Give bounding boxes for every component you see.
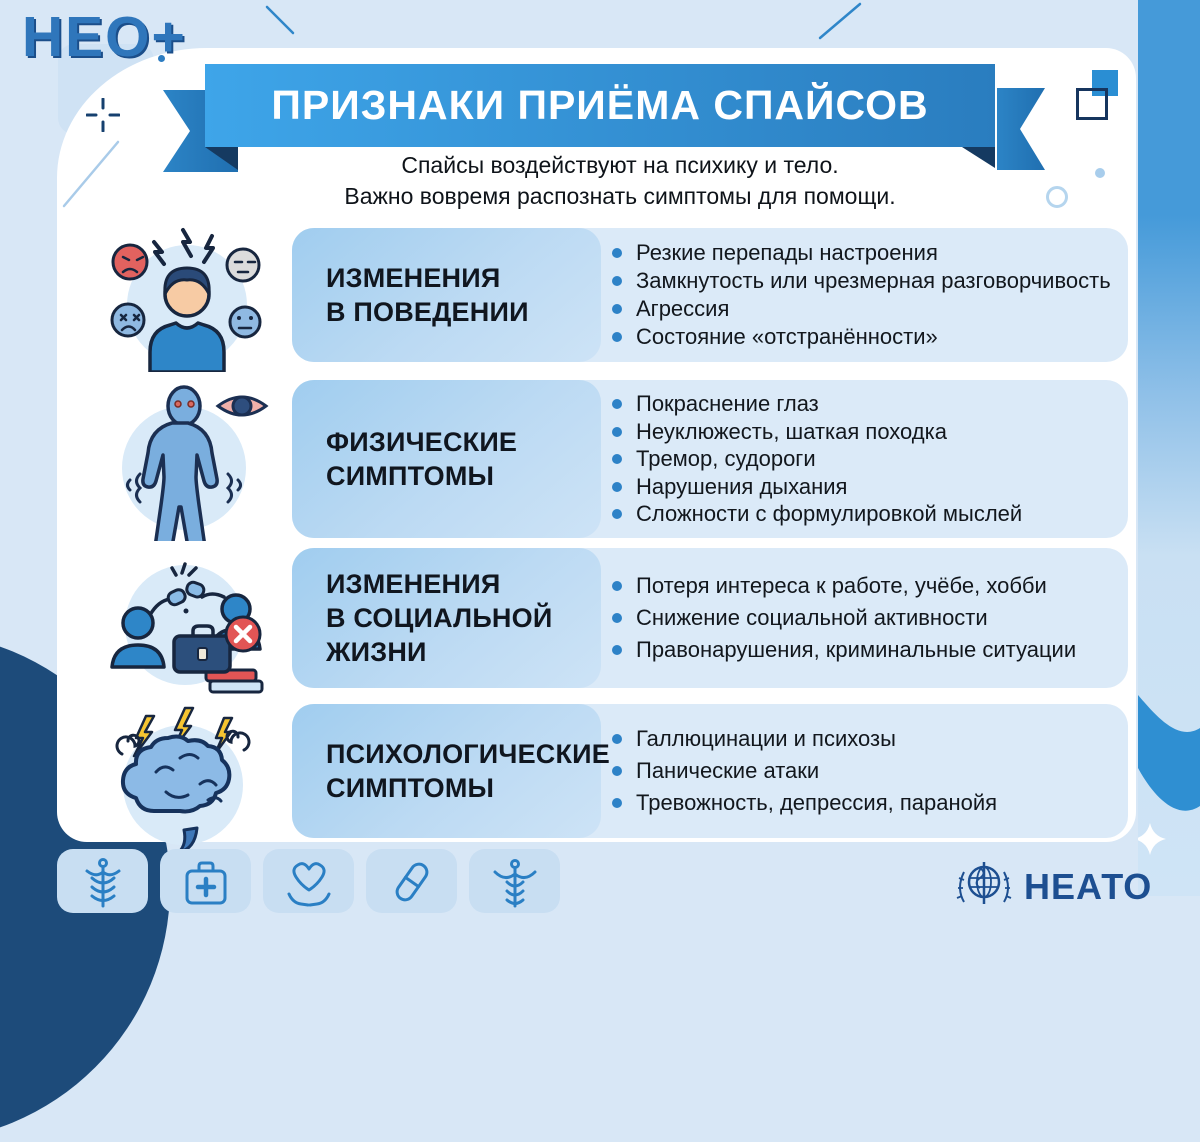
heading-line: В ПОВЕДЕНИИ (326, 297, 529, 327)
winged-caduceus-icon (491, 856, 539, 908)
band-swath-decoration (1138, 0, 1200, 896)
first-aid-kit-icon (182, 856, 230, 908)
poster-title: ПРИЗНАКИ ПРИЁМА СПАЙСОВ (271, 82, 929, 128)
broken-social-ties-icon (90, 545, 285, 700)
bullet-item: Неуклюжесть, шаткая походка (610, 418, 1120, 446)
footer-tile-5 (469, 849, 560, 913)
body-red-eyes-icon (92, 376, 282, 541)
caduceus-icon (79, 856, 127, 908)
subtitle-line-1: Спайсы воздействуют на психику и тело. (401, 152, 839, 178)
square-outline-decoration (1076, 88, 1108, 120)
heading-line: СИМПТОМЫ (326, 461, 495, 491)
bullet-item: Агрессия (610, 295, 1120, 323)
corner-line-decoration (60, 138, 130, 213)
section-psych-bullets (610, 704, 1120, 838)
bullet-item: Правонарушения, криминальные ситуации (610, 634, 1120, 666)
crosshair-icon (86, 98, 120, 132)
right-decor-band (1138, 0, 1200, 896)
bullet-item: Снижение социальной активности (610, 602, 1120, 634)
heart-in-hands-icon (285, 856, 333, 908)
bullet-item: Замкнутость или чрезмерная разговорчивость (610, 267, 1120, 295)
footer-tile-1 (57, 849, 148, 913)
bullet-item: Резкие перепады настроения (610, 239, 1120, 267)
who-globe-emblem (952, 852, 1016, 916)
section-social-heading (292, 548, 601, 688)
neo-plus-logo: НЕО+ (22, 5, 187, 69)
poster-subtitle (190, 150, 1050, 212)
bullet-item: Состояние «отстранённости» (610, 323, 1120, 351)
bullet-item: Тревожность, депрессия, паранойя (610, 787, 1120, 819)
org-mark (952, 852, 1152, 916)
section-physical-bullets (610, 380, 1120, 538)
heading-line: ЖИЗНИ (326, 637, 427, 667)
section-behavior-bullets (610, 228, 1120, 362)
heading-line: ИЗМЕНЕНИЯ (326, 569, 501, 599)
pill-icon (388, 856, 436, 908)
brain-lightning-icon (88, 700, 283, 855)
heading-line: ИЗМЕНЕНИЯ (326, 263, 501, 293)
footer-tile-2 (160, 849, 251, 913)
person-emotions-icon (90, 220, 285, 372)
section-physical-heading (292, 380, 601, 538)
bullet-item: Сложности с формулировкой мыслей (610, 500, 1120, 528)
dot-decoration (1095, 168, 1105, 178)
diagonal-line-decoration (262, 2, 302, 38)
bullet-item: Покраснение глаз (610, 390, 1120, 418)
section-behavior-heading (292, 228, 601, 362)
heading-line: СИМПТОМЫ (326, 773, 495, 803)
section-social-bullets (610, 548, 1120, 688)
bullet-item: Тремор, судороги (610, 445, 1120, 473)
bullet-item: Панические атаки (610, 755, 1120, 787)
sparkle-icon (1138, 823, 1166, 855)
footer-tile-3 (263, 849, 354, 913)
footer-tile-4 (366, 849, 457, 913)
bullet-item: Потеря интереса к работе, учёбе, хобби (610, 570, 1120, 602)
section-psych-heading (292, 704, 610, 838)
heading-line: В СОЦИАЛЬНОЙ (326, 603, 553, 633)
heading-line: ФИЗИЧЕСКИЕ (326, 427, 518, 457)
subtitle-line-2: Важно вовремя распознать симптомы для помощи. (344, 183, 896, 209)
heading-line: ПСИХОЛОГИЧЕСКИЕ (326, 739, 610, 769)
bullet-item: Нарушения дыхания (610, 473, 1120, 501)
diagonal-line-decoration-2 (816, 0, 866, 42)
org-name: НЕАТО (1024, 866, 1153, 907)
bullet-item: Галлюцинации и психозы (610, 723, 1120, 755)
